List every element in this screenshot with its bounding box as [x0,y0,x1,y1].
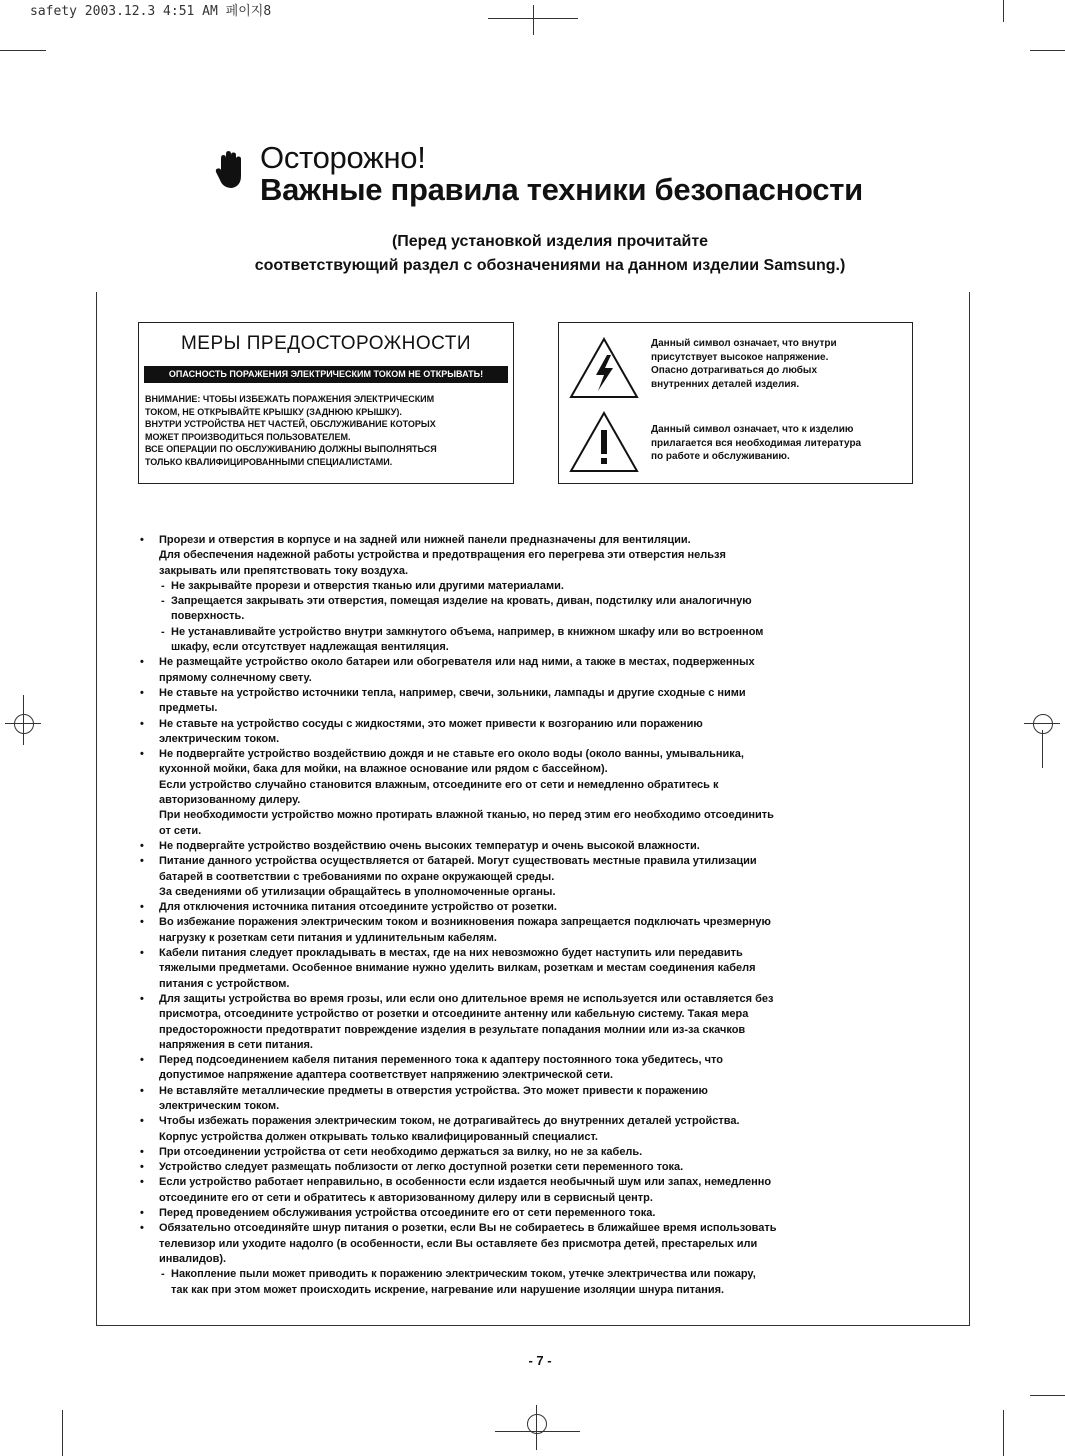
rule-text: Устройство следует размещать поблизости от легко доступной розетки сети переменного тока. [159,1161,684,1174]
list-item [140,717,920,748]
registration-mark [1033,714,1053,734]
bullet-icon: • [140,534,144,546]
dash-marker: - [161,1268,165,1281]
rule-text: За сведениями об утилизации обращайтесь в уполномоченные органы. [159,885,556,898]
bullet-icon: • [140,1161,144,1174]
rule-text: При отсоединении устройства от сети необходимо держаться за вилку, но не за кабель. [159,1145,643,1158]
bullet-icon: • [140,947,144,960]
voltage-description [651,337,911,391]
rule-text: Для отключения источника питания отсоедините устройство от розетки. [159,901,557,914]
sub-rule-text: Не устанавливайте устройство внутри замкнутого объема, например, в книжном шкафу или во встроенном [171,625,764,638]
rule-text: Обязательно отсоединяйте шнур питания о розетки, если Вы не собираетесь в ближайшее время использовать [159,1222,777,1235]
list-item [140,992,920,1053]
registration-mark [533,5,534,35]
rule-text: прямому солнечному свету. [159,671,312,684]
registration-mark [495,1431,580,1432]
rule-text: Чтобы избежать поражения электрическим током, не дотрагивайтесь до внутренних деталей устройства. [159,1115,740,1128]
bullet-icon: • [140,1207,144,1220]
list-item [140,854,920,900]
literature-line: по работе и обслуживанию. [651,451,790,462]
rule-text: Кабели питания следует прокладывать в местах, где на них невозможно будет наступить или передавить [159,947,743,960]
list-item [140,1084,920,1115]
rule-text: При необходимости устройство можно протирать влажной тканью, но перед этим его необходимо отсоединить [159,809,774,822]
rule-text: нагрузку к розеткам сети питания и удлинительным кабелям. [159,931,497,944]
list-item [140,900,920,915]
bullet-icon: • [140,839,144,852]
voltage-line: присутствует высокое напряжение. [651,351,829,363]
sub-rule-text: шкафу, если отсутствует надлежащая вентиляция. [171,641,449,654]
crop-mark [0,50,46,51]
list-item [140,1206,920,1221]
rule-text: Не размещайте устройство около батареи или обогревателя или над ними, а также в местах, подверженных [159,656,755,669]
rule-text: Если устройство работает неправильно, в особенности если издается необычный шум или запах, немедленно [159,1176,772,1189]
dash-marker: - [161,579,165,592]
registration-mark [23,695,24,745]
rule-text: Если устройство случайно становится влажным, отсоедините его от сети и немедленно обратитесь к [159,778,719,791]
bullet-icon: • [140,992,144,1005]
bullet-icon: • [140,656,144,669]
rule-text: батарей в соответствии с требованиями по охране окружающей среды. [159,870,555,883]
rule-text: Для обеспечения надежной работы устройства и предотвращения его перегрева эти отверстия нельзя [159,549,726,562]
bullet-icon: • [140,916,144,929]
rule-text: закрывать или препятствовать току воздуха. [159,564,409,577]
list-item [140,1114,920,1145]
bullet-icon: • [140,748,144,761]
caution-box [138,322,514,484]
registration-mark [1024,723,1060,724]
rule-text: инвалидов). [159,1252,227,1265]
list-item [140,1145,920,1160]
bullet-icon: • [140,1084,144,1097]
list-item [140,1175,920,1206]
bullet-icon: • [140,855,144,868]
list-item [140,1053,920,1084]
rule-text: тяжелыми предметами. Особенное внимание нужно уделить вилкам, розеткам и местам соединения кабеля [159,962,756,975]
symbols-box [558,322,913,484]
subtitle [200,230,900,278]
sub-list-item [159,625,920,656]
bullet-icon: • [140,1145,144,1158]
crop-mark [1003,0,1004,22]
voltage-line: Опасно дотрагиваться до любых [651,365,818,376]
sub-rule-text: Запрещается закрывать эти отверстия, помещая изделие на кровать, диван, подстилку или аналогичную [171,595,752,608]
sub-list-item [159,594,920,625]
title-line-1: Осторожно! [260,140,426,175]
caution-text [145,393,509,469]
rule-text: Корпус устройства должен открывать только квалифицированный специалист. [159,1130,598,1143]
rule-text: Перед подсоединением кабеля питания переменного тока к адаптеру постоянного тока убедитесь, что [159,1054,723,1067]
rule-text: кухонной мойки, бака для мойки, на влажное основание или рядом с бассейном). [159,763,608,776]
bullet-icon: • [140,686,144,699]
bullet-icon: • [140,717,144,730]
literature-line: прилагается вся необходимая литература [651,437,862,449]
list-item [140,686,920,717]
subtitle-line-1: (Перед установкой изделия прочитайте [391,233,709,250]
rule-text: электрическим током. [159,1099,280,1112]
rule-text: Прорези и отверстия в корпусе и на задней или нижней панели предназначены для вентиляции. [159,534,691,546]
crop-mark [1003,1410,1004,1456]
list-item [140,839,920,854]
rule-text: допустимое напряжение адаптера соответствует напряжению электрической сети. [159,1069,614,1082]
list-item [140,946,920,992]
title-line-2: Важные правила техники безопасности [260,172,863,207]
list-item [140,915,920,946]
caution-line: МОЖЕТ ПРОИЗВОДИТЬСЯ ПОЛЬЗОВАТЕЛЕМ. [145,431,351,442]
sub-rule-text: Накопление пыли может приводить к поражению электрическим током, утечке электричества или пожару, [171,1268,756,1281]
list-item [140,1221,920,1297]
rule-text: Питание данного устройства осуществляется от батарей. Могут существовать местные правила утилизации [159,855,757,868]
caution-line: ТОКОМ, НЕ ОТКРЫВАЙТЕ КРЫШКУ (ЗАДНЮЮ КРЫШКУ). [145,406,402,417]
list-item [140,655,920,686]
rule-text: Не подвергайте устройство воздействию очень высоких температур и очень высокой влажности. [159,839,700,852]
bullet-icon: • [140,1115,144,1128]
dash-marker: - [161,595,165,608]
rule-text: авторизованному дилеру. [159,794,301,807]
list-item [140,747,920,839]
crop-mark [62,1410,63,1456]
registration-mark [536,1405,537,1450]
list-item [140,1160,920,1175]
sub-list-item [159,1267,920,1298]
bullet-icon: • [140,901,144,914]
list-item [140,533,920,655]
crop-mark [1030,50,1065,51]
sub-rule-text: поверхность. [171,610,245,623]
subtitle-line-2: соответствующий раздел с обозначениями на данном изделии Samsung.) [254,257,846,274]
rule-text: Перед проведением обслуживания устройства отсоедините его от сети переменного тока. [159,1207,656,1220]
voltage-line: внутренних деталей изделия. [651,378,800,390]
caution-line: ВСЕ ОПЕРАЦИИ ПО ОБСЛУЖИВАНИЮ ДОЛЖНЫ ВЫПОЛНЯТЬСЯ [145,444,437,455]
hand-warning-icon [215,150,245,190]
rule-text: питания с устройством. [159,977,290,990]
voltage-line: Данный символ означает, что внутри [651,338,837,349]
caution-band: ОПАСНОСТЬ ПОРАЖЕНИЯ ЭЛЕКТРИЧЕСКИМ ТОКОМ НЕ ОТКРЫВАТЬ! [144,366,508,383]
registration-mark [1042,730,1043,768]
bullet-icon: • [140,1176,144,1189]
caution-line: ВНУТРИ УСТРОЙСТВА НЕТ ЧАСТЕЙ, ОБСЛУЖИВАНИЕ КОТОРЫХ [145,419,436,430]
safety-rules-list [140,533,920,1298]
sub-rule-text: Не закрывайте прорези и отверстия тканью или другими материалами. [171,579,564,592]
rule-text: Не подвергайте устройство воздействию дождя и не ставьте его около воды (около ванны, умывальника, [159,748,744,761]
bullet-icon: • [140,1222,144,1235]
rule-text: Не ставьте на устройство источники тепла, например, свечи, зольники, лампады и другие сходные с ними [159,686,746,699]
page-number: - 7 - [528,1353,552,1368]
rule-text: отсоедините его от сети и обратитесь к авторизованному дилеру или в сервисный центр. [159,1191,653,1204]
rule-text: предметы. [159,702,218,715]
registration-mark [14,714,34,734]
literature-line: Данный символ означает, что к изделию [651,424,854,435]
literature-description [651,423,911,464]
caution-line: ВНИМАНИЕ: ЧТОБЫ ИЗБЕЖАТЬ ПОРАЖЕНИЯ ЭЛЕКТРИЧЕСКИМ [145,394,435,404]
rule-text: Для защиты устройства во время грозы, или если оно длительное время не используется или оставляется без [159,992,774,1005]
rule-text: присмотра, отсоедините устройство от розетки и отсоедините антенну или кабельную систему. Такая мера [159,1008,749,1021]
sub-list-item [159,579,920,594]
dash-marker: - [161,625,165,638]
rule-text: от сети. [159,824,202,837]
rule-text: Не ставьте на устройство сосуды с жидкостями, это может привести к возгоранию или поражению [159,717,703,730]
crop-mark [1030,1395,1065,1396]
exclamation-warning-icon [569,411,639,473]
rule-text: Не вставляйте металлические предметы в отверстия устройства. Это может привести к поражению [159,1084,708,1097]
caution-title: МЕРЫ ПРЕДОСТОРОЖНОСТИ [180,333,472,354]
rule-text: предосторожности предотвратит повреждение изделия в результате попадания молнии или из-за скачков [159,1023,746,1036]
rule-text: Во избежание поражения электрическим током и возникновения пожара запрещается подключать чрезмерную [159,916,771,929]
print-slug: safety 2003.12.3 4:51 AM 페이지8 [30,4,272,19]
rule-text: электрическим током. [159,732,280,745]
bullet-icon: • [140,1054,144,1067]
sub-rule-text: так как при этом может происходить искрение, нагревание или нарушение изоляции шнура питания. [171,1283,725,1296]
rule-text: телевизор или уходите надолго (в особенности, если Вы оставляете без присмотра детей, престарелых или [159,1237,758,1250]
high-voltage-icon [569,337,639,399]
rule-text: напряжения в сети питания. [159,1038,313,1051]
caution-line: ТОЛЬКО КВАЛИФИЦИРОВАННЫМИ СПЕЦИАЛИСТАМИ. [145,456,393,467]
